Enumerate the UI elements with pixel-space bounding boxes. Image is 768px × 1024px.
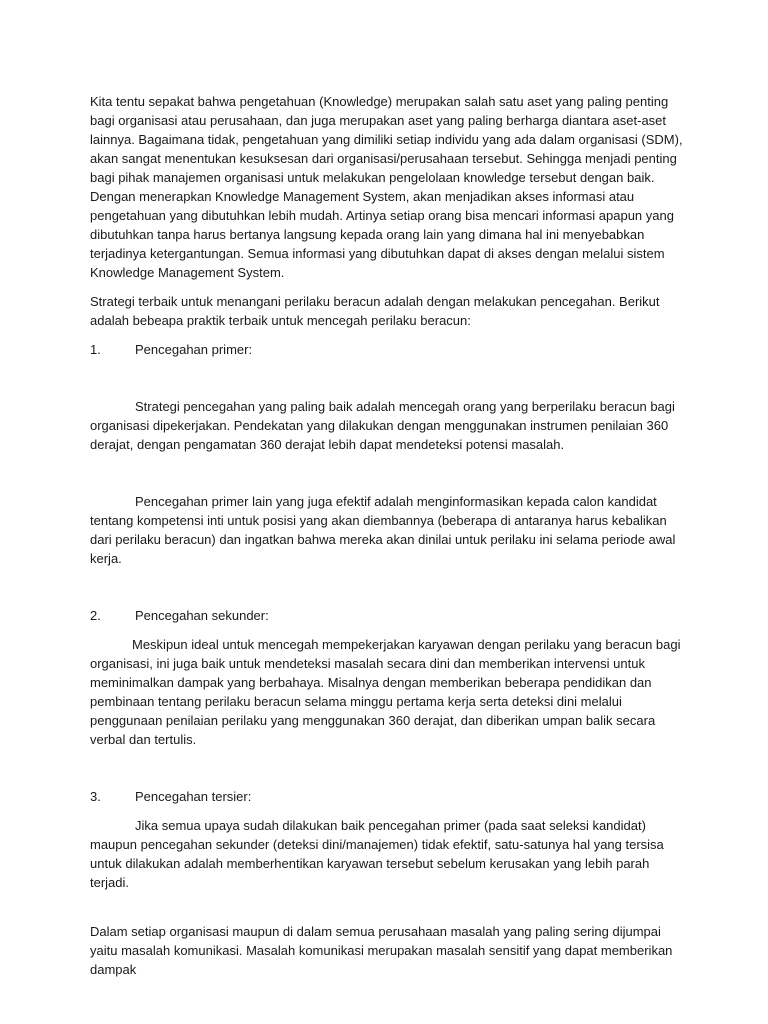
secondary-paragraph: Meskipun ideal untuk mencegah mempekerjakan karyawan dengan perilaku yang beracun bagi organisasi, ini juga baik untuk mendeteksi masalah secara dini dan memberikan intervensi untuk meminimalkan dampak yang berbahaya. Misalnya dengan memberikan beberapa pendidikan dan pembinaan tentang perilaku beracun selama minggu pertama kerja serta deteksi dini melalui penggunaan penilaian perilaku yang menggunakan 360 derajat, dan diberikan umpan balik secara verbal dan tertulis. (90, 637, 681, 747)
list-number: 1. (90, 342, 101, 357)
primary-paragraph-2: Pencegahan primer lain yang juga efektif adalah menginformasikan kepada calon kandidat tentang kompetensi inti untuk posisi yang akan diembannya (beberapa di antaranya harus kebalikan dari perilaku beracun) dan ingatkan bahwa mereka akan dinilai untuk perilaku ini selama periode awal kerja. (90, 494, 676, 566)
closing-paragraph: Dalam setiap organisasi maupun di dalam semua perusahaan masalah yang paling sering dijumpai yaitu masalah komunikasi. Masalah komunikasi merupakan masalah sensitif yang dapat memberikan dampak (90, 924, 673, 977)
list-number: 3. (90, 789, 101, 804)
primary-paragraph-1: Strategi pencegahan yang paling baik adalah mencegah orang yang berperilaku beracun bagi organisasi dipekerjakan. Pendekatan yang dilakukan dengan menggunakan instrumen penilaian 360 derajat, dengan pengamatan 360 derajat lebih dapat mendeteksi potensi masalah. (90, 399, 675, 452)
list-title: Pencegahan primer: (135, 342, 253, 357)
tertiary-paragraph: Jika semua upaya sudah dilakukan baik pencegahan primer (pada saat seleksi kandidat) maupun pencegahan sekunder (deteksi dini/manajemen) tidak efektif, satu-satunya hal yang tersisa untuk dilakukan adalah memberhentikan karyawan tersebut sebelum kerusakan yang lebih parah terjadi. (90, 818, 664, 890)
list-item-secondary (90, 606, 690, 625)
intro-paragraph: Kita tentu sepakat bahwa pengetahuan (Knowledge) merupakan salah satu aset yang paling penting bagi organisasi atau perusahaan, dan juga merupakan aset yang paling berharga diantara aset-aset lainnya. Bagaimana tidak, pengetahuan yang dimiliki setiap individu yang ada dalam organisasi (SDM), akan sangat menentukan kesuksesan dari organisasi/perusahaan tersebut. Sehingga menjadi penting bagi pihak manajemen organisasi untuk melakukan pengelolaan knowledge tersebut dengan baik. Dengan menerapkan Knowledge Management System, akan menjadikan akses informasi atau pengetahuan yang dibutuhkan lebih mudah. Artinya setiap orang bisa mencari informasi apapun yang dibutuhkan tanpa harus bertanya langsung kepada orang lain yang dimana hal ini menyebabkan terjadinya ketergantungan. Semua informasi yang dibutuhkan dapat di akses dengan melalui sistem Knowledge Management System. (90, 94, 683, 280)
list-item-primary (90, 340, 690, 359)
strategy-paragraph: Strategi terbaik untuk menangani perilaku beracun adalah dengan melakukan pencegahan. Berikut adalah bebeapa praktik terbaik untuk mencegah perilaku beracun: (90, 294, 660, 328)
list-item-tertiary (90, 787, 690, 806)
document-page (90, 92, 690, 979)
list-number: 2. (90, 608, 101, 623)
list-title: Pencegahan tersier: (135, 789, 252, 804)
list-title: Pencegahan sekunder: (135, 608, 269, 623)
